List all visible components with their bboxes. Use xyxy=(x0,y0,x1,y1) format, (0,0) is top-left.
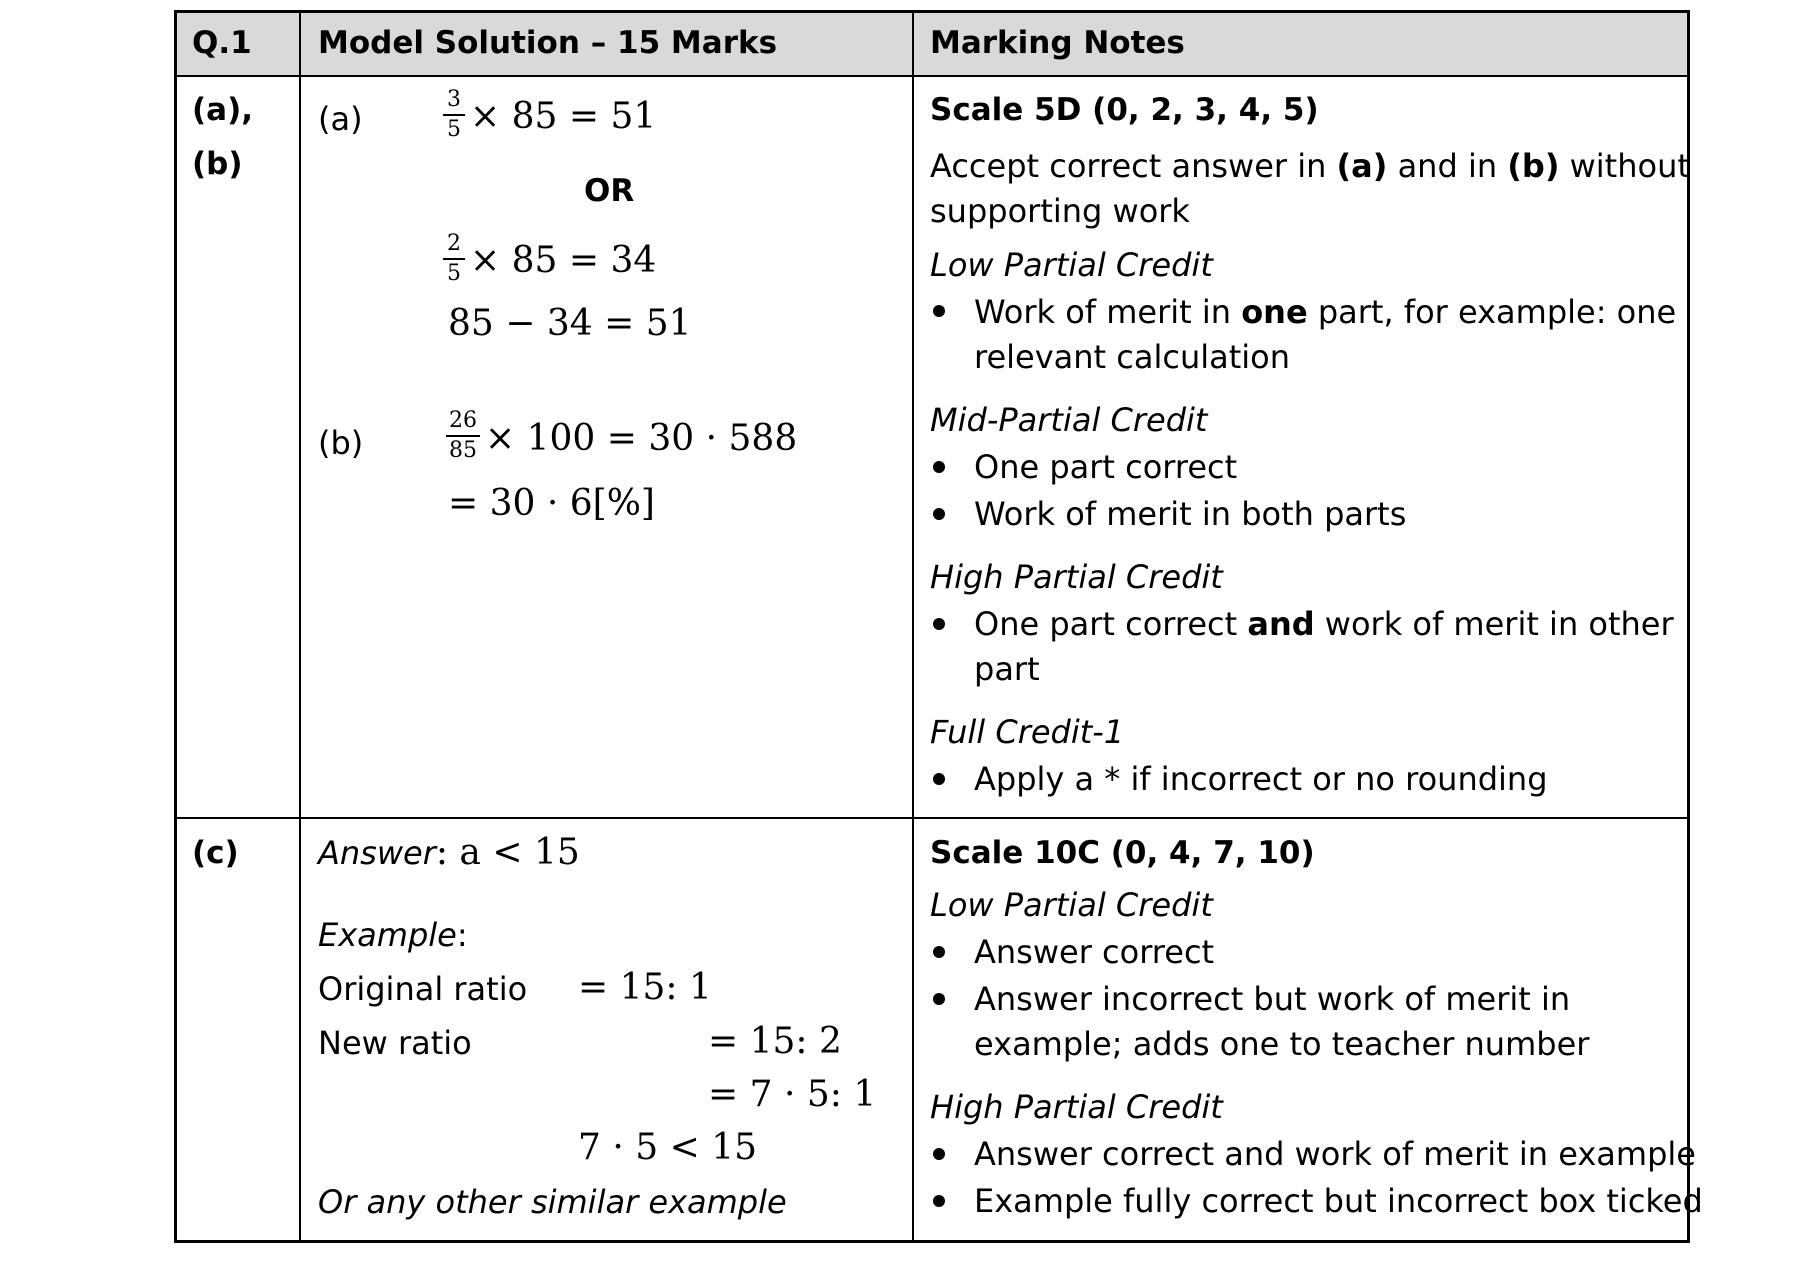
bullet-text: Work of merit in xyxy=(974,293,1242,331)
bullet-icon xyxy=(933,773,945,785)
c-high-bullet-1: Answer correct and work of merit in example xyxy=(974,1135,1696,1173)
answer-label: Answer xyxy=(318,834,436,872)
bullet-text-bold: and xyxy=(1247,605,1315,643)
header-question: Q.1 xyxy=(192,25,252,61)
bullet-icon xyxy=(933,946,945,958)
new-ratio-label: New ratio xyxy=(318,1024,472,1062)
c-low-bullet-1: Answer correct xyxy=(974,933,1215,971)
accept-part-a: (a) xyxy=(1336,147,1388,185)
mid-bullet-2: Work of merit in both parts xyxy=(974,495,1407,533)
example-colon: : xyxy=(456,916,468,954)
accept-text: without xyxy=(1559,147,1690,185)
column-divider-1 xyxy=(299,10,301,1243)
mid-bullet-1: One part correct xyxy=(974,448,1238,486)
row2-label-c: (c) xyxy=(192,835,239,871)
bullet-icon xyxy=(933,1195,945,1207)
table-border-left xyxy=(174,10,177,1243)
accept-text: and in xyxy=(1387,147,1508,185)
row-divider xyxy=(174,817,1690,819)
fraction-numerator: 2 xyxy=(447,231,461,256)
accept-part-b: (b) xyxy=(1507,147,1560,185)
c-low-bullet-2-line-2: example; adds one to teacher number xyxy=(974,1025,1590,1063)
full-credit-bullet: Apply a * if incorrect or no rounding xyxy=(974,760,1548,798)
fraction-denominator: 5 xyxy=(447,261,461,286)
answer-value: : a < 15 xyxy=(435,832,580,873)
accept-line-2: supporting work xyxy=(930,192,1190,230)
bullet-text: One part correct xyxy=(974,605,1248,643)
original-ratio-value: = 15: 1 xyxy=(578,967,712,1008)
c-high-partial-heading: High Partial Credit xyxy=(930,1088,1223,1126)
scale-10c-heading: Scale 10C (0, 4, 7, 10) xyxy=(930,835,1315,871)
low-bullet-line-2: relevant calculation xyxy=(974,338,1291,376)
original-ratio-label: Original ratio xyxy=(318,970,528,1008)
table-border-bottom xyxy=(174,1240,1690,1243)
new-ratio-value-2: = 7 · 5: 1 xyxy=(708,1074,877,1115)
c-low-bullet-2-line-1: Answer incorrect but work of merit in xyxy=(974,980,1571,1018)
fraction-two-fifths xyxy=(443,232,465,286)
high-bullet-line-2: part xyxy=(974,650,1040,688)
part-b-label: (b) xyxy=(318,424,364,462)
scale-5d-heading: Scale 5D (0, 2, 3, 4, 5) xyxy=(930,92,1319,128)
equation-b2: = 30 · 6[%] xyxy=(448,483,655,524)
fraction-denominator: 85 xyxy=(449,438,477,463)
c-high-bullet-2: Example fully correct but incorrect box ticked xyxy=(974,1182,1703,1220)
other-example-note: Or any other similar example xyxy=(318,1183,787,1221)
header-divider xyxy=(174,75,1690,77)
mid-partial-heading: Mid-Partial Credit xyxy=(930,401,1208,439)
equation-a1: × 85 = 51 xyxy=(470,96,657,137)
header-marking-notes: Marking Notes xyxy=(930,25,1185,61)
fraction-denominator: 5 xyxy=(447,117,461,142)
column-divider-2 xyxy=(912,10,914,1243)
bullet-text-bold: one xyxy=(1241,293,1308,331)
bullet-icon xyxy=(933,461,945,473)
full-credit-heading: Full Credit-1 xyxy=(930,713,1125,751)
bullet-icon xyxy=(933,305,945,317)
high-partial-heading: High Partial Credit xyxy=(930,558,1223,596)
fraction-bar xyxy=(443,258,465,260)
part-a-label: (a) xyxy=(318,100,363,138)
header-model-solution: Model Solution – 15 Marks xyxy=(318,25,778,61)
example-heading xyxy=(318,916,468,954)
row1-label-b: (b) xyxy=(192,146,243,182)
new-ratio-value-1: = 15: 2 xyxy=(708,1021,842,1062)
example-label: Example xyxy=(318,916,457,954)
or-text: OR xyxy=(584,173,635,209)
table-border-right xyxy=(1687,10,1690,1243)
high-bullet-line-1 xyxy=(974,605,1674,643)
bullet-icon xyxy=(933,1148,945,1160)
fraction-bar xyxy=(446,435,480,437)
table-border-top xyxy=(174,10,1690,13)
fraction-numerator: 26 xyxy=(449,408,477,433)
fraction-numerator: 3 xyxy=(447,87,461,112)
answer-line xyxy=(318,832,580,873)
bullet-icon xyxy=(933,508,945,520)
fraction-three-fifths xyxy=(443,88,465,142)
equation-a2: × 85 = 34 xyxy=(470,240,657,281)
accept-line-1 xyxy=(930,147,1690,185)
bullet-text: part, for example: one xyxy=(1307,293,1677,331)
row1-label-a: (a), xyxy=(192,92,254,128)
equation-b1: × 100 = 30 · 588 xyxy=(485,418,798,459)
equation-a3: 85 − 34 = 51 xyxy=(448,303,692,344)
comparison: 7 · 5 < 15 xyxy=(578,1127,757,1168)
fraction-26-over-85 xyxy=(446,409,480,463)
bullet-text: work of merit in other xyxy=(1314,605,1674,643)
low-bullet-line-1 xyxy=(974,293,1676,331)
low-partial-heading: Low Partial Credit xyxy=(930,246,1213,284)
fraction-bar xyxy=(443,114,465,116)
accept-text: Accept correct answer in xyxy=(930,147,1337,185)
bullet-icon xyxy=(933,993,945,1005)
c-low-partial-heading: Low Partial Credit xyxy=(930,886,1213,924)
bullet-icon xyxy=(933,618,945,630)
